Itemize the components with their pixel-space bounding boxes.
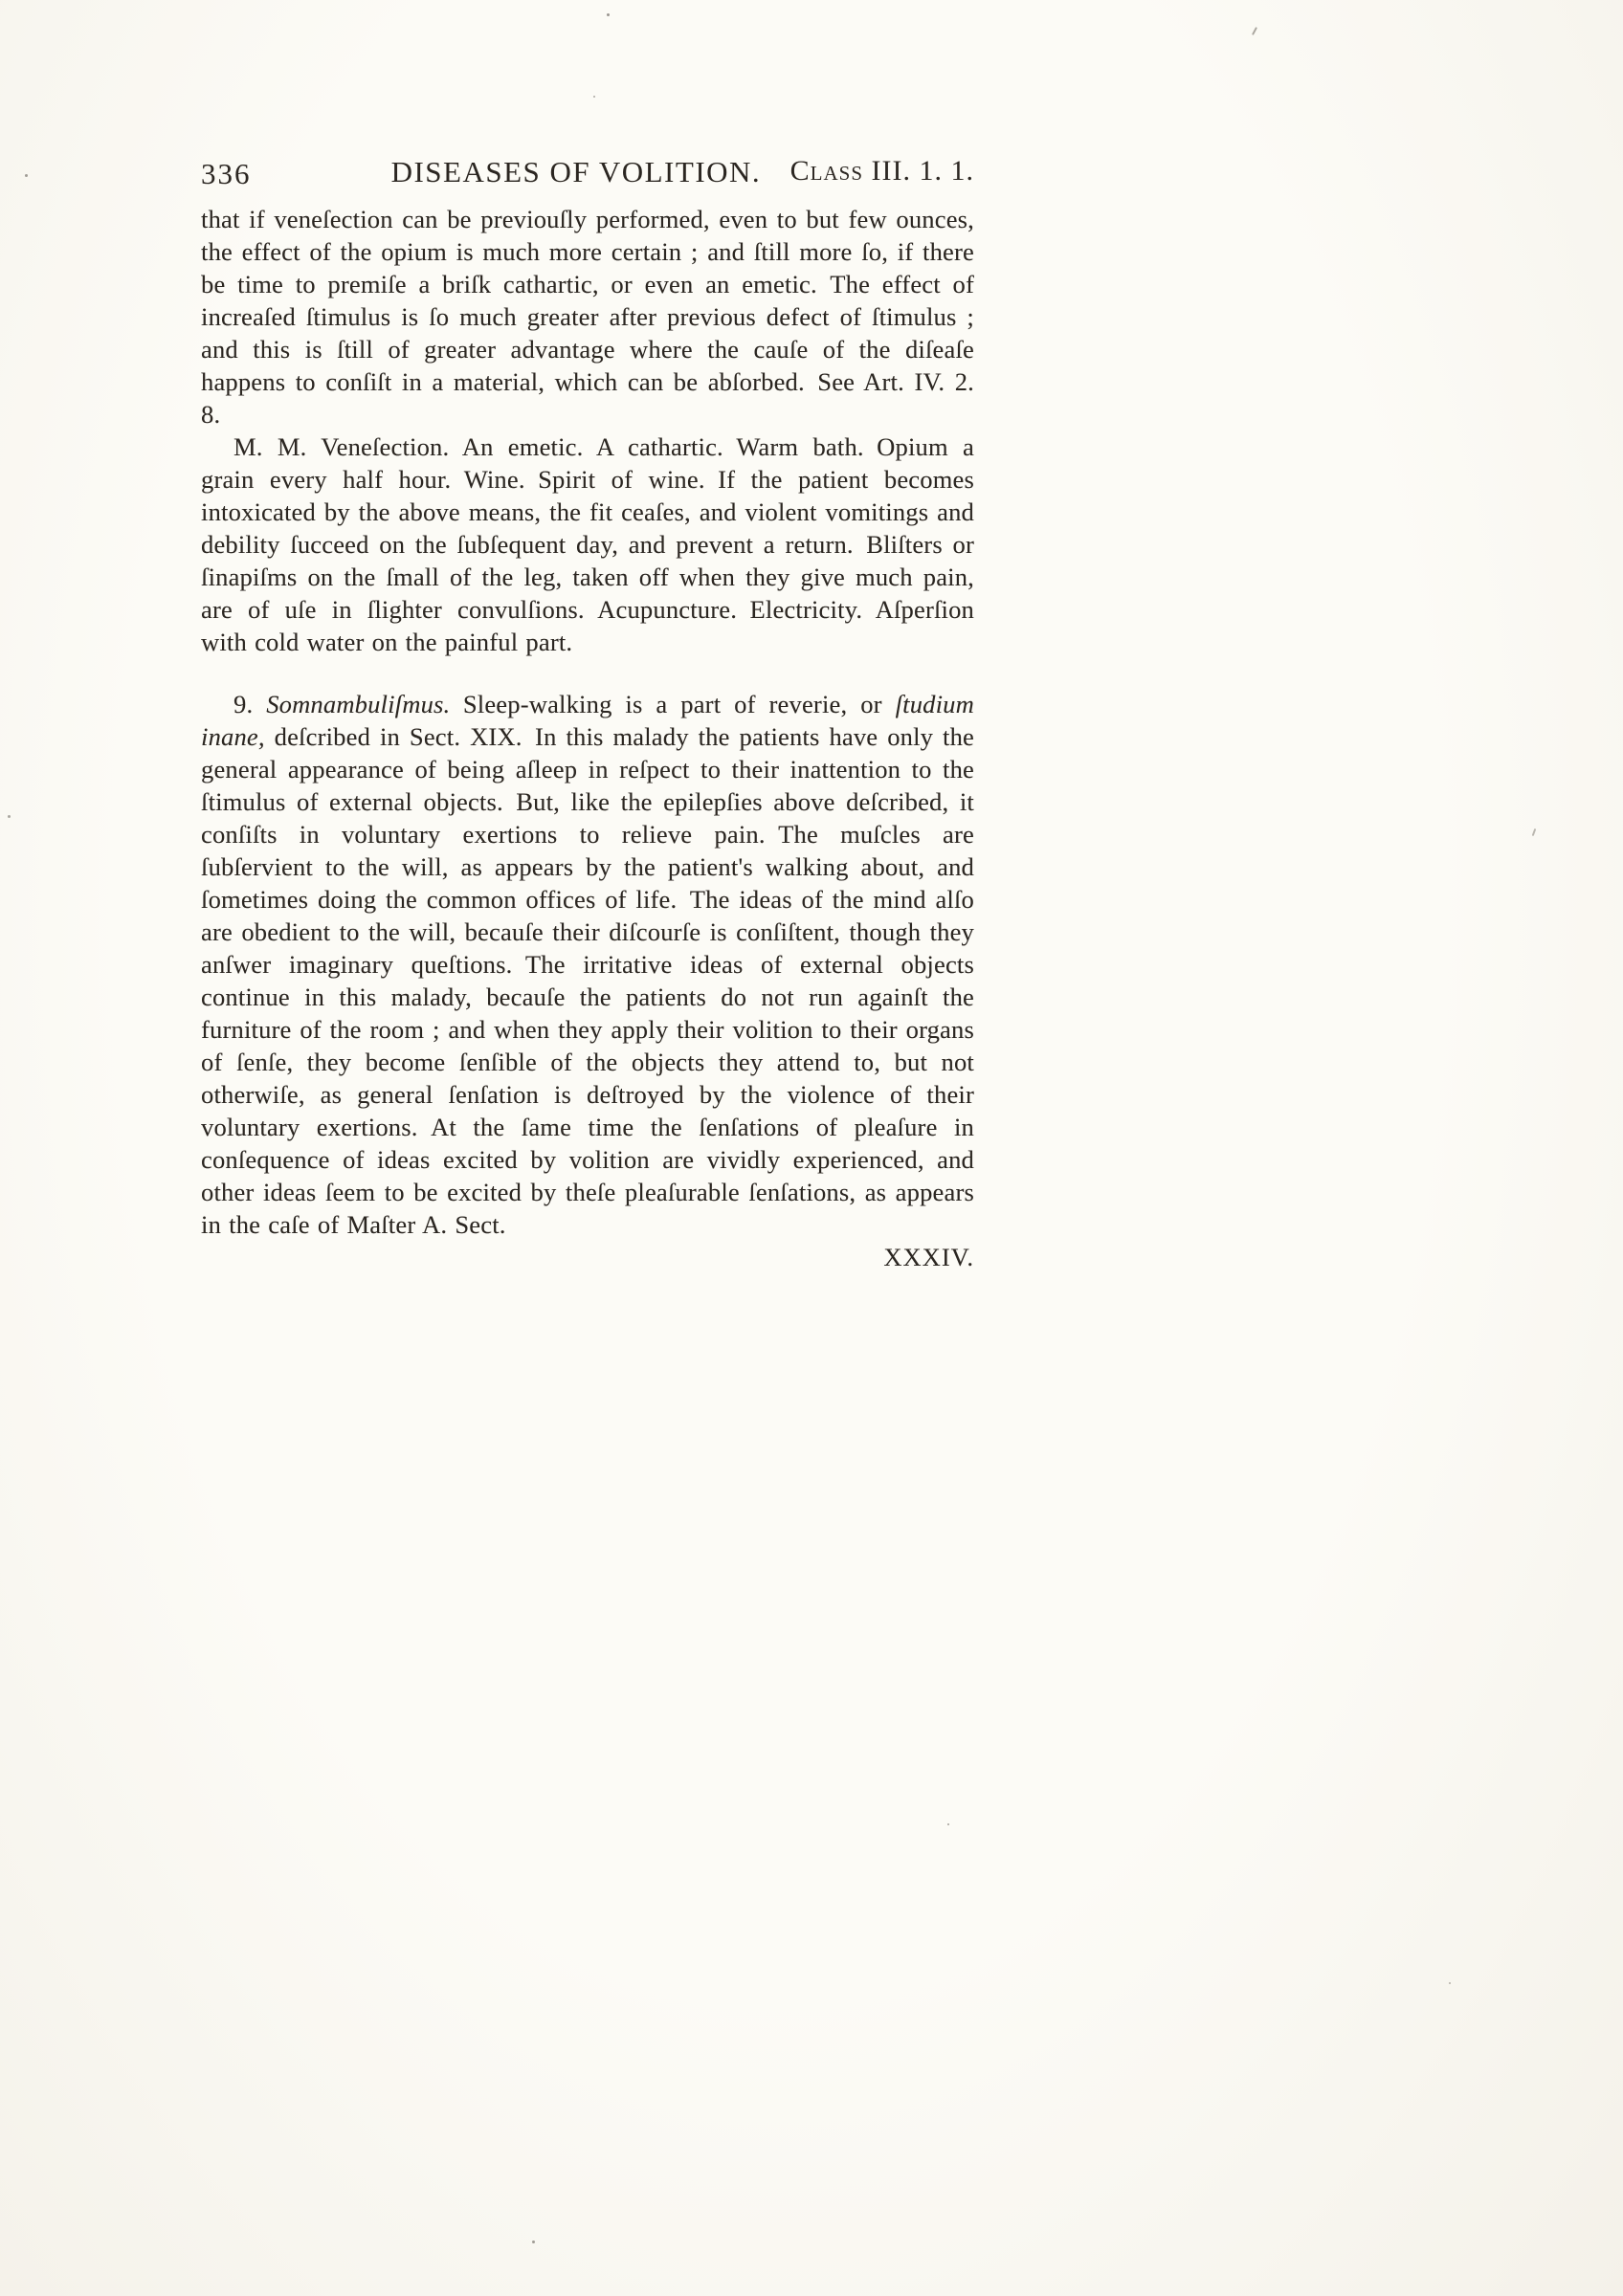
paper-speck [1252,27,1257,35]
section-number: 9. [233,690,254,718]
class-label: Class III. 1. 1. [789,155,974,187]
paper-speck [1532,828,1537,836]
paragraph-continuation: that if veneſection can be previouſly performed, even to but few ounces, the effect of the opium is much more certain ; and ſtill more ſo, if there be time to premiſe a briſk cathartic, or even an emetic. The effect of increaſed ſtimulus is ſo much greater after previous defect of ſtimulus ; and this is ſtill of greater advantage where the cauſe of the diſeaſe happens to conſiſt in a material, which can be abſorbed. See Art. IV. 2. 8. [201,205,974,429]
paper-speck [25,174,28,177]
page-number: 336 [201,157,252,190]
paper-speck [593,96,595,98]
section-text-2: deſcribed in Sect. XIX. In this malady the patients have only the general appearance of being aſleep in reſpect to their inattention to the ſtimulus of external objects. But, like the epilepſies above deſcribed, it conſiſts in voluntary exertions to relieve pain. The muſcles are ſubſervient to the will, as appears by the patient's walking about, and ſometimes doing the common offices of life. The ideas of the mind alſo are obedient to the will, becauſe their diſcourſe is conſiſtent, though they anſwer imaginary queſtions. The irritative ideas of external objects continue in this malady, becauſe the patients do not run againſt the furniture of the room ; and when they apply their volition to their organs of ſenſe, they become ſenſible of the objects they attend to, but not otherwiſe, as general ſenſation is deſtroyed by the violence of their voluntary exertions. At the ſame time the ſenſations of pleaſure in conſequence of ideas excited by volition are vividly experienced, and other ideas ſeem to be excited by theſe pleaſurable ſenſations, as appears in the caſe of Maſter A. Sect. [201,722,975,1239]
running-title: DISEASES OF VOLITION. [390,155,762,188]
latin-term: ſtudium inane, [201,690,974,751]
paragraph-somnambulismus [201,688,974,1241]
paper-speck [532,2241,535,2243]
text-block [201,203,974,1273]
paper-speck [8,815,11,818]
catchword: XXXIV. [883,1243,974,1271]
page-header [201,155,974,193]
section-text-1: Sleep-walking is a part of reverie, or [450,690,882,718]
paper-speck [1449,1982,1451,1984]
paragraph-materia-medica: M. M. Veneſection. An emetic. A cathartic. Warm bath. Opium a grain every half hour. Wine. Spirit of wine. If the patient becomes intoxicated by the above means, the fit ceaſes, and violent vomitings and debility ſucceed on the ſubſequent day, and prevent a return. Bliſters or ſinapiſms on the ſmall of the leg, taken off when they give much pain, are of uſe in ſlighter convulſions. Acupuncture. Electricity. Aſperſion with cold water on the painful part. [201,432,974,656]
section-term: Somnambuliſmus. [266,690,451,718]
paper-speck [947,1823,949,1825]
paper-speck [607,13,610,16]
